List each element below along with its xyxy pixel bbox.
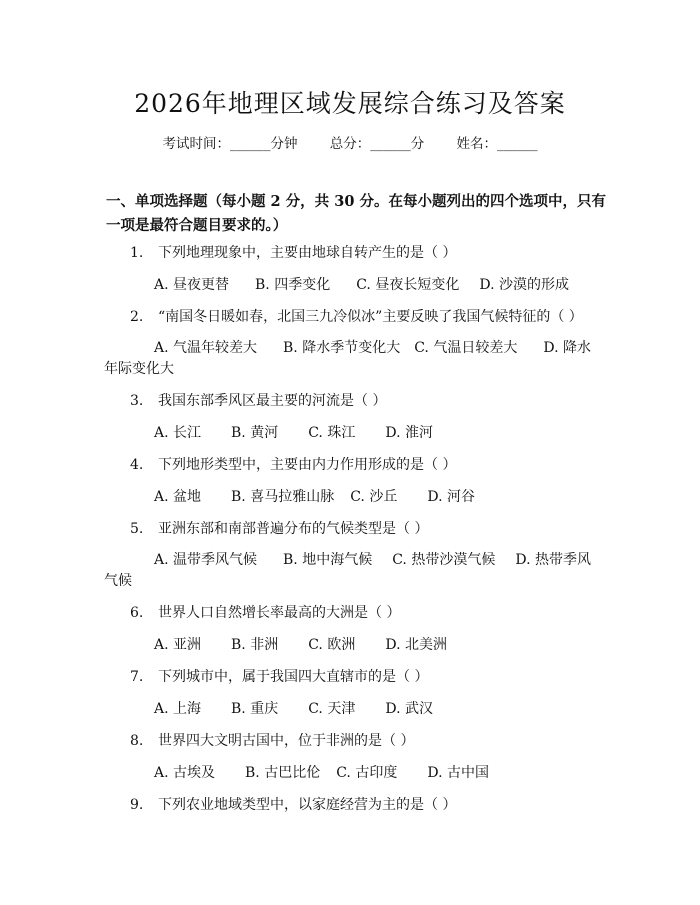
option-a: A. 盆地 [154,489,202,505]
section-heading: 一、单项选择题（每小题 2 分，共 30 分。在每小题列出的四个选项中，只有一项是最符合题目要求的。） [106,193,606,234]
question-text: 我国东部季风区最主要的河流是（ ） [158,393,387,409]
question-stem [104,306,604,338]
question-text: 下列地形类型中，主要由内力作用形成的是（ ） [158,457,457,473]
option-d: D. 淮河 [385,425,433,441]
option-b: B. 地中海气候 [283,552,373,568]
option-a: A. 气温年较差大 [154,340,258,356]
exam-score: 总分：______分 [329,136,425,152]
question-number: 5. [130,521,144,537]
question-number: 9. [130,797,144,813]
option-row [104,698,604,730]
option-a: A. 温带季风气候 [154,552,258,568]
question-text: 下列地理现象中，主要由地球自转产生的是（ ） [158,245,457,261]
question-text: 世界四大文明古国中，位于非洲的是（ ） [158,733,415,749]
question-stem [104,666,604,698]
question-text: 下列城市中，属于我国四大直辖市的是（ ） [158,669,429,685]
question-stem [104,602,604,634]
exam-name: 姓名：______ [456,136,538,152]
option-c: C. 古印度 [336,765,398,781]
question-number: 6. [130,605,144,621]
option-b: B. 重庆 [231,701,279,717]
option-c: C. 热带沙漠气候 [392,552,496,568]
exam-meta [0,132,700,152]
option-d: D. 降水年际变化大 [104,340,591,377]
option-b: B. 黄河 [231,425,279,441]
question-9 [104,794,604,826]
exam-time: 考试时间：______分钟 [162,136,298,152]
option-b: B. 喜马拉雅山脉 [231,489,335,505]
question-2 [104,306,604,390]
question-8 [104,730,604,794]
option-row [104,550,604,602]
question-7 [104,666,604,730]
question-stem [104,730,604,762]
option-b: B. 四季变化 [255,277,331,293]
question-number: 8. [130,733,144,749]
question-stem [104,794,604,826]
option-a: A. 古埃及 [154,765,216,781]
option-row [104,422,604,454]
option-a: A. 昼夜更替 [154,277,230,293]
option-row [104,486,604,518]
option-a: A. 亚洲 [154,637,202,653]
option-c: C. 欧洲 [308,637,356,653]
question-list [104,242,604,826]
option-d: D. 河谷 [427,489,475,505]
option-d: D. 北美洲 [385,637,447,653]
option-row [104,274,604,306]
question-number: 7. [130,669,144,685]
option-d: D. 热带季风气候 [104,552,591,589]
option-row [104,762,604,794]
question-text: 亚洲东部和南部普遍分布的气候类型是（ ） [158,521,429,537]
question-6 [104,602,604,666]
question-stem [104,518,604,550]
option-a: A. 长江 [154,425,202,441]
option-d: D. 古中国 [427,765,489,781]
question-3 [104,390,604,454]
question-text: “南国冬日暖如春，北国三九冷似冰”主要反映了我国气候特征的（ ） [158,309,583,325]
option-row [104,634,604,666]
option-row [104,338,604,390]
question-stem [104,242,604,274]
question-text: 世界人口自然增长率最高的大洲是（ ） [158,605,401,621]
option-b: B. 非洲 [231,637,279,653]
option-c: C. 沙丘 [350,489,398,505]
page-title: 2026年地理区域发展综合练习及答案 [134,89,566,118]
question-4 [104,454,604,518]
question-number: 1. [130,245,144,261]
question-text: 下列农业地域类型中，以家庭经营为主的是（ ） [158,797,457,813]
option-c: C. 珠江 [308,425,356,441]
question-stem [104,390,604,422]
option-d: D. 武汉 [385,701,433,717]
option-c: C. 气温日较差大 [414,340,518,356]
question-5 [104,518,604,602]
option-b: B. 降水季节变化大 [283,340,401,356]
question-1 [104,242,604,306]
question-number: 3. [130,393,144,409]
option-c: C. 天津 [308,701,356,717]
option-d: D. 沙漠的形成 [479,277,569,293]
option-b: B. 古巴比伦 [245,765,321,781]
question-number: 2. [130,309,144,325]
option-c: C. 昼夜长短变化 [356,277,460,293]
question-number: 4. [130,457,144,473]
option-a: A. 上海 [154,701,202,717]
question-stem [104,454,604,486]
